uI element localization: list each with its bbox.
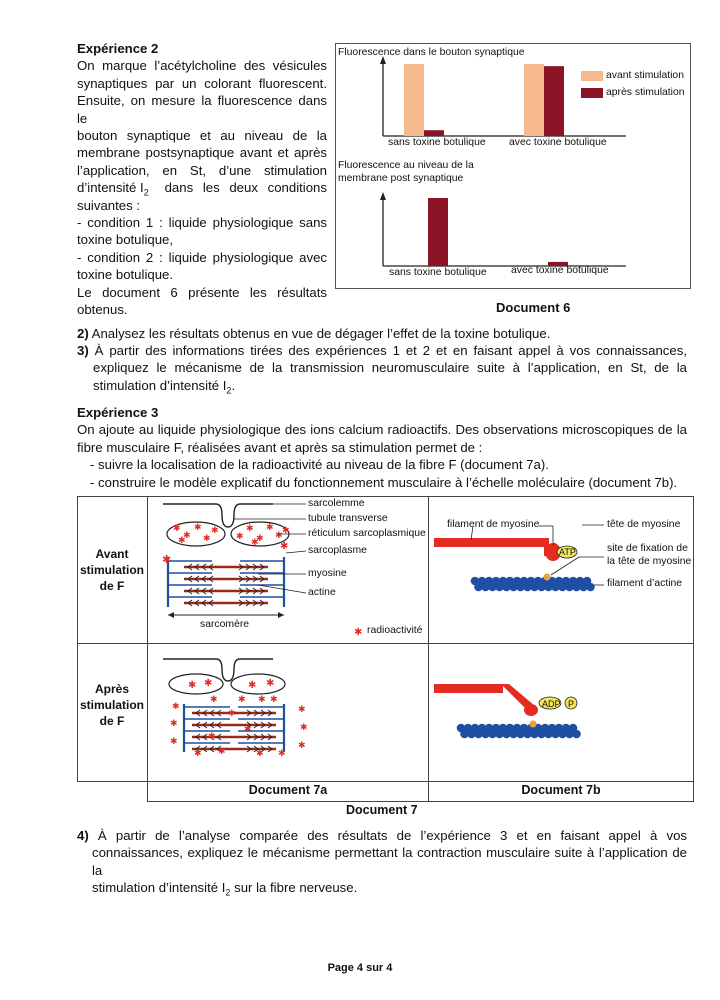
radioactivity-star: ✱ xyxy=(256,533,264,543)
radioactivity-star: ✱ xyxy=(280,541,289,552)
question-number: 2) xyxy=(77,326,89,341)
question-text-part: . xyxy=(231,377,236,393)
label-filament-myosine: filament de myosine xyxy=(447,519,540,530)
question-2 xyxy=(77,325,687,342)
question-text: Analysez les résultats obtenus en vue de dégager l’effet de la toxine botulique. xyxy=(88,326,551,341)
exp2-line: - condition 1 : liquide physiologique sans xyxy=(77,215,327,231)
actin-filament xyxy=(457,724,581,739)
document-7-caption: Document 7 xyxy=(346,803,418,817)
binding-site xyxy=(544,574,551,581)
label-sarcolemme: sarcolemme xyxy=(308,498,365,509)
exp2-line-part: dans les deux conditions xyxy=(164,180,327,196)
exp2-title: Expérience 2 xyxy=(77,41,159,56)
radioactivity-star: ✱ xyxy=(183,530,191,540)
label-sarcoplasme: sarcoplasme xyxy=(308,545,367,556)
legend-label-after: après stimulation xyxy=(606,87,685,98)
document-7-table xyxy=(77,496,694,802)
myosin-filament xyxy=(434,684,503,693)
chart2-y-arrow xyxy=(380,192,386,200)
row-label-line: stimulation xyxy=(79,563,144,577)
exp2-line: toxine botulique, xyxy=(77,232,174,248)
radioactivity-star: ✱ xyxy=(275,530,283,540)
legend-radioactivity-star: ✱ xyxy=(354,627,363,638)
legend-label-before: avant stimulation xyxy=(606,70,684,81)
chart2-title: Fluorescence au niveau de la xyxy=(338,160,474,171)
question-text-part: sur la fibre nerveuse. xyxy=(230,880,358,896)
exp3-title: Expérience 3 xyxy=(77,405,159,420)
exp3-block xyxy=(77,404,687,491)
radioactivity-star: ✱ xyxy=(251,537,259,547)
question-number: 4) xyxy=(77,828,89,843)
radioactivity-star: ✱ xyxy=(203,533,211,543)
bar-chart1-after-cat1 xyxy=(424,130,444,136)
actin-monomer xyxy=(586,583,595,592)
radioactivity-star: ✱ xyxy=(270,694,278,704)
radioactivity-star: ✱ xyxy=(204,678,213,689)
subscript: 2 xyxy=(226,385,232,396)
label-tubule-transverse: tubule transverse xyxy=(308,513,388,524)
question-text-part: stimulation d’intensité I xyxy=(93,377,227,393)
radioactivity-star: ✱ xyxy=(256,748,264,758)
subscript: 2 xyxy=(225,887,231,898)
document-6-frame xyxy=(335,43,691,289)
actin-filament xyxy=(471,577,595,592)
exp2-line: obtenus. xyxy=(77,302,128,318)
exp3-line: On ajoute au liquide physiologique des ions calcium radioactifs. Des observations microscopiques de la xyxy=(77,422,687,438)
question-4 xyxy=(77,827,687,897)
chart2-tick-label: avec toxine botulique xyxy=(511,265,609,276)
label-sarcomere: sarcomère xyxy=(200,619,250,630)
exp3-bullet: - suivre la localisation de la radioactivité au niveau de la fibre F (document 7a). xyxy=(90,457,549,473)
radioactivity-star: ✱ xyxy=(188,680,197,691)
row-label-after xyxy=(77,681,147,729)
label-filament-actine: filament d’actine xyxy=(607,578,683,589)
atp-label: ATP xyxy=(559,547,576,557)
chart1-tick-label: sans toxine botulique xyxy=(388,137,486,148)
radioactivity-star: ✱ xyxy=(228,708,236,718)
exp2-line: toxine botulique. xyxy=(77,267,174,283)
chart1-title: Fluorescence dans le bouton synaptique xyxy=(338,47,525,58)
exp2-line: bouton synaptique et au niveau de la xyxy=(77,128,327,144)
question-text-part: stimulation d’intensité I xyxy=(92,880,226,896)
radioactivity-star: ✱ xyxy=(258,694,266,704)
row-label-line: Avant xyxy=(95,547,129,561)
radioactivity-star: ✱ xyxy=(248,680,257,691)
exp2-line: Ensuite, on mesure la fluorescence dans le xyxy=(77,93,327,126)
radioactivity-star: ✱ xyxy=(208,731,216,741)
exp3-line: fibre musculaire F, réalisées avant et après sa stimulation permet de : xyxy=(77,439,483,455)
label-site-fixation: site de fixation de xyxy=(607,543,688,554)
radioactivity-star: ✱ xyxy=(172,701,180,711)
label-tete-myosine: tête de myosine xyxy=(607,519,681,530)
diagram-7b-after xyxy=(429,644,693,781)
myosin-head xyxy=(524,704,538,716)
radioactivity-star: ✱ xyxy=(211,525,219,535)
question-text: À partir de l’analyse comparée des résultats de l’expérience 3 et en faisant appel à vos xyxy=(88,828,687,843)
adp-label: ADP xyxy=(542,699,561,709)
exp3-bullet: - construire le modèle explicatif du fonctionnement musculaire à l’échelle moléculaire (document 7b). xyxy=(90,474,678,490)
question-text: À partir des informations tirées des expériences 1 et 2 et en faisant appel à vos connaissances, xyxy=(88,343,687,358)
exp2-line: On marque l’acétylcholine des vésicules xyxy=(77,58,327,74)
row-label-line: de F xyxy=(99,714,125,728)
radioactivity-star: ✱ xyxy=(246,523,254,533)
diagram-7a-after xyxy=(148,644,428,781)
sarcomere-arrowhead-left xyxy=(168,612,174,618)
radioactivity-star: ✱ xyxy=(278,748,286,758)
question-text xyxy=(77,879,687,896)
radioactivity-star: ✱ xyxy=(236,531,244,541)
radioactivity-star: ✱ xyxy=(298,740,306,750)
bar-chart1-before-cat2 xyxy=(524,64,544,136)
radioactivity-star: ✱ xyxy=(300,722,308,732)
exp2-line: Le document 6 présente les résultats xyxy=(77,284,327,300)
bar-chart1-after-cat2 xyxy=(544,66,564,136)
question-text: expliquez le mécanisme de la transmission neuromusculaire suite à l’application, en St, de la xyxy=(93,360,687,376)
radioactivity-star: ✱ xyxy=(162,554,172,566)
sarcomere-filaments xyxy=(168,561,284,606)
chart2-tick-label: sans toxine botulique xyxy=(389,267,487,278)
binding-site xyxy=(530,721,537,728)
exp2-line: l’application, en St, d’une stimulation xyxy=(77,162,327,178)
row-label-line: Après xyxy=(94,682,129,696)
radioactivity-star: ✱ xyxy=(218,746,226,756)
row-label-line: stimulation xyxy=(79,698,144,712)
radioactivity-star: ✱ xyxy=(194,748,202,758)
exp2-line: membrane postsynaptique avant et après xyxy=(77,145,327,161)
row-label-before xyxy=(77,546,147,594)
legend-swatch-after xyxy=(581,88,603,98)
phosphate-label: P xyxy=(568,699,575,709)
document-6-caption: Document 6 xyxy=(496,300,571,315)
label-actine: actine xyxy=(308,587,336,598)
question-text: connaissances, expliquez le mécanisme permettant la contraction musculaire suite à l’application de la xyxy=(92,845,687,878)
radioactivity-star: ✱ xyxy=(170,736,178,746)
reticulum-right xyxy=(231,674,285,694)
row-label-line: de F xyxy=(99,579,125,593)
radioactivity-star: ✱ xyxy=(266,522,274,532)
label-radioactivite: radioactivité xyxy=(367,625,423,636)
question-3 xyxy=(77,342,687,394)
radioactivity-star: ✱ xyxy=(238,694,246,704)
exp2-line xyxy=(77,179,327,196)
sarcomere-arrowhead-right xyxy=(278,612,284,618)
radioactivity-star: ✱ xyxy=(178,535,186,545)
chart2-title: membrane post synaptique xyxy=(338,173,464,184)
question-text xyxy=(77,377,687,394)
myosin-filament xyxy=(434,538,549,547)
radioactivity-star: ✱ xyxy=(298,704,306,714)
legend-swatch-before xyxy=(581,71,603,81)
subscript: 2 xyxy=(143,187,149,198)
exp2-line: suivantes : xyxy=(77,197,141,213)
page-footer: Page 4 sur 4 xyxy=(327,962,393,974)
radioactivity-star: ✱ xyxy=(194,522,202,532)
label-myosine: myosine xyxy=(308,568,347,579)
question-number: 3) xyxy=(77,343,89,358)
caption-7b: Document 7b xyxy=(521,783,601,797)
chart1-tick-label: avec toxine botulique xyxy=(509,137,607,148)
exp2-line: synaptiques par un colorant fluorescent. xyxy=(77,75,327,91)
bar-chart2-after-cat1 xyxy=(428,198,448,266)
radioactivity-star: ✱ xyxy=(282,525,290,535)
leader-line xyxy=(286,551,306,553)
radioactivity-star: ✱ xyxy=(210,694,218,704)
label-site-fixation: la tête de myosine xyxy=(607,556,692,567)
radioactivity-star: ✱ xyxy=(173,523,181,533)
radioactivity-star: ✱ xyxy=(170,718,178,728)
exp2-line-part: d’intensité I xyxy=(77,180,144,196)
exp2-block xyxy=(77,40,327,319)
exp2-line: - condition 2 : liquide physiologique avec xyxy=(77,249,327,265)
bar-chart1-before-cat1 xyxy=(404,64,424,136)
label-reticulum: réticulum sarcoplasmique xyxy=(308,528,426,539)
caption-7a: Document 7a xyxy=(248,783,328,797)
radioactivity-star: ✱ xyxy=(266,678,275,689)
radioactivity-star: ✱ xyxy=(244,724,252,734)
actin-monomer xyxy=(572,730,581,739)
